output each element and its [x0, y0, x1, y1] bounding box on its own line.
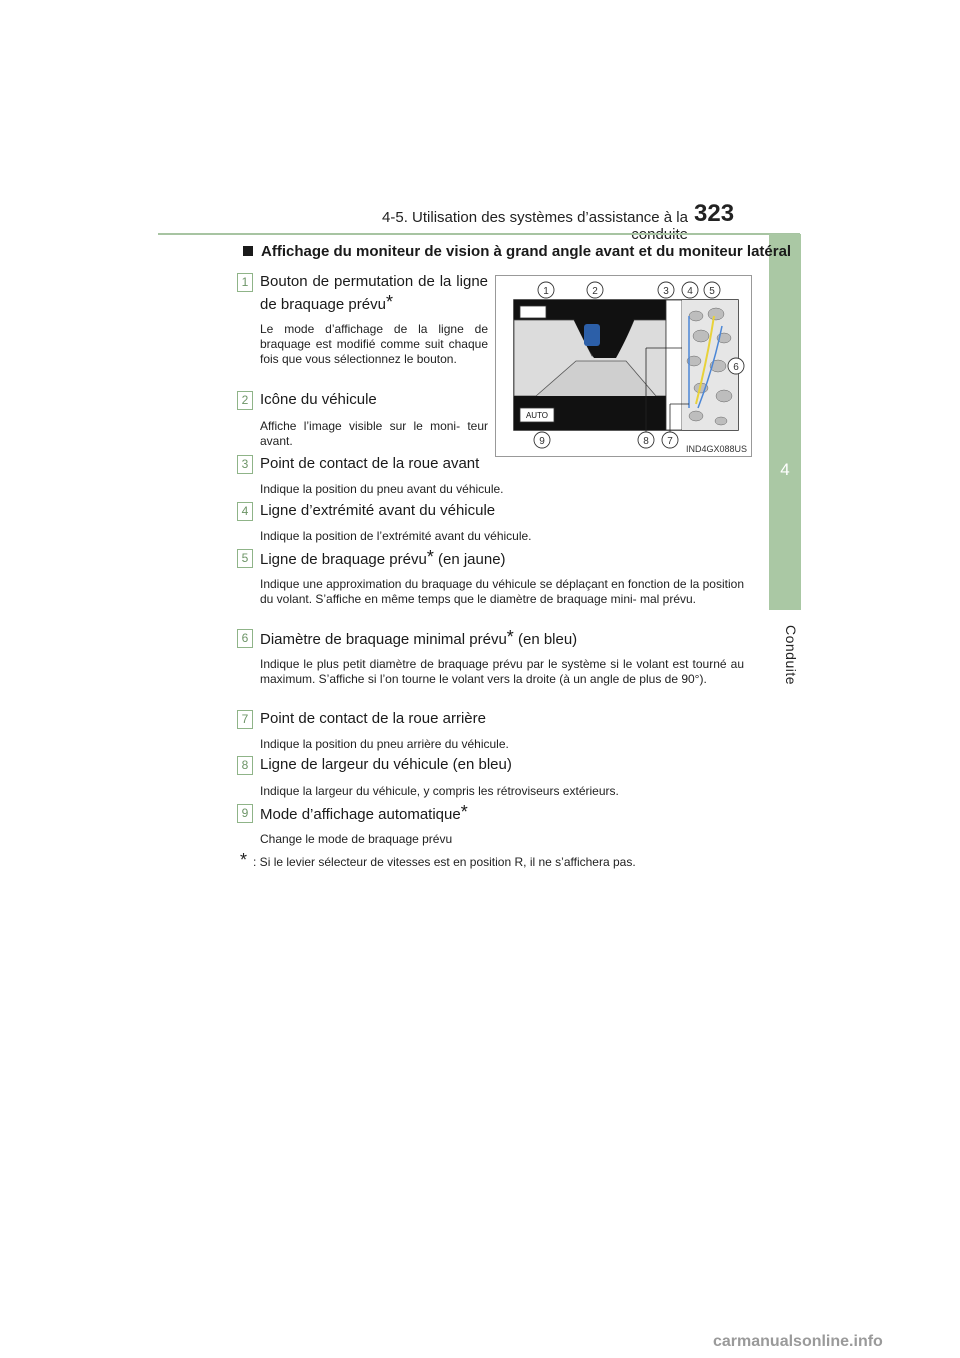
callout-9: 9 — [539, 436, 545, 447]
item-title-suffix: (en jaune) — [433, 551, 506, 568]
item-desc-6: Indique le plus petit diamètre de braquage prévu par le système si le volant est tourné au maximum. S’affiche si l’on tourne le volant vers la droite (à un angle de plus de 90°). — [260, 657, 744, 686]
auto-label: AUTO — [525, 411, 549, 420]
item-desc-7: Indique la position du pneu arrière du véhicule. — [260, 737, 509, 751]
footnote-star: * — [506, 627, 514, 647]
footnote-star: * — [240, 850, 248, 870]
item-desc-5: Indique une approximation du braquage du véhicule se déplaçant en fonction de la position du volant. S’affiche en même temps que le diamètre de braquage mini- mal prévu. — [260, 577, 744, 606]
monitor-figure — [495, 275, 752, 457]
item-title-5 — [260, 547, 506, 570]
callout-4: 4 — [687, 286, 693, 297]
page-number: 323 — [694, 200, 735, 227]
footnote-star: * — [426, 547, 434, 567]
section-title — [243, 243, 791, 260]
footnote-text: : Si le levier sélecteur de vitesses est en position R, il ne s’affichera pas. — [253, 855, 636, 869]
item-number-9: 9 — [237, 804, 253, 823]
item-title-text: Bouton de permutation de la ligne de braquage prévu — [260, 273, 488, 313]
item-number-4: 4 — [237, 502, 253, 521]
callout-1: 1 — [543, 286, 549, 297]
callout-7: 7 — [667, 436, 673, 447]
item-title-9 — [260, 802, 468, 825]
figure-code: IND4GX088US — [685, 444, 747, 454]
section-title-text: Affichage du moniteur de vision à grand angle avant et du moniteur latéral — [261, 243, 792, 260]
item-title-text: Mode d’affichage automatique — [260, 806, 461, 823]
watermark: carmanualsonline.info — [713, 1333, 883, 1350]
item-title-text: Ligne de braquage prévu — [260, 551, 427, 568]
header-rule — [158, 233, 800, 235]
item-desc-8: Indique la largeur du véhicule, y compris les rétroviseurs extérieurs. — [260, 784, 619, 798]
chapter-number: 4 — [780, 460, 790, 479]
page-header-title: 4-5. Utilisation des systèmes d’assistance à la — [382, 209, 688, 226]
callout-3: 3 — [663, 286, 669, 297]
item-number-5: 5 — [237, 549, 253, 568]
item-number-6: 6 — [237, 629, 253, 648]
callout-6: 6 — [733, 362, 739, 373]
item-title-6 — [260, 627, 577, 650]
footnote-star: * — [385, 292, 393, 312]
item-number-2: 2 — [237, 391, 253, 410]
item-desc-2: Affiche l’image visible sur le moni- teur avant. — [260, 419, 488, 448]
monitor-illustration — [496, 276, 751, 456]
item-desc-3: Indique la position du pneu avant du véhicule. — [260, 482, 504, 496]
callout-5: 5 — [709, 286, 715, 297]
footnote — [240, 850, 636, 871]
item-desc-4: Indique la position de l’extrémité avant du véhicule. — [260, 529, 532, 543]
item-number-7: 7 — [237, 710, 253, 729]
chapter-label: Conduite — [783, 625, 799, 686]
item-title-1 — [260, 271, 488, 315]
item-title-2: Icône du véhicule — [260, 391, 377, 408]
item-title-4: Ligne d’extrémité avant du véhicule — [260, 502, 496, 519]
item-title-3: Point de contact de la roue avant — [260, 455, 480, 472]
item-number-1: 1 — [237, 273, 253, 292]
item-title-text: Diamètre de braquage minimal prévu — [260, 631, 507, 648]
item-number-8: 8 — [237, 756, 253, 775]
callout-2: 2 — [592, 286, 598, 297]
item-title-suffix: (en bleu) — [513, 631, 578, 648]
callout-8: 8 — [643, 436, 649, 447]
vehicle-icon — [584, 324, 600, 346]
section-bullet-icon — [243, 246, 253, 256]
item-number-3: 3 — [237, 455, 253, 474]
chapter-side-tab — [769, 234, 801, 610]
item-title-7: Point de contact de la roue arrière — [260, 710, 486, 727]
item-title-8: Ligne de largeur du véhicule (en bleu) — [260, 756, 512, 773]
item-desc-9: Change le mode de braquage prévu — [260, 832, 453, 846]
item-desc-1: Le mode d’affichage de la ligne de braquage est modifié comme suit chaque fois que vous sélectionnez le bouton. — [260, 322, 488, 366]
footnote-star: * — [460, 802, 468, 822]
